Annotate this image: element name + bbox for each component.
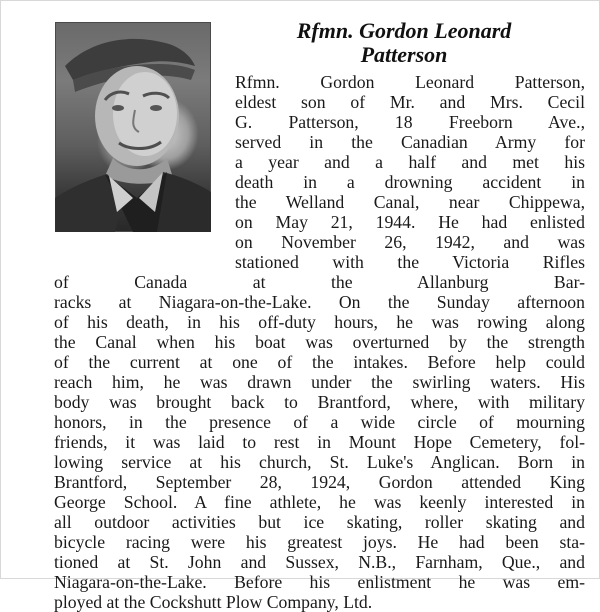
text-line: a year and a half and met his (235, 152, 585, 172)
text-line: stationed with the Victoria Rifles (235, 252, 585, 272)
text-line: on May 21, 1944. He had enlisted (235, 212, 585, 232)
text-line: bicycle racing were his greatest joys. He had been sta- (54, 532, 585, 552)
portrait-illustration (55, 22, 211, 232)
text-line: Rfmn. Gordon Leonard Patterson, (235, 72, 585, 92)
text-line: of Canada at the Allanburg Bar- (54, 272, 585, 292)
text-line: death in a drowning accident in (235, 172, 585, 192)
text-line: served in the Canadian Army for (235, 132, 585, 152)
text-line: of the current at one of the intakes. Before help could (54, 352, 585, 372)
text-line: honors, in the presence of a wide circle of mourning (54, 412, 585, 432)
obituary-text-upper (235, 72, 585, 272)
text-line: of his death, in his off-duty hours, he was rowing along (54, 312, 585, 332)
obituary-title (229, 19, 579, 67)
text-line: the Canal when his boat was overturned by the strength (54, 332, 585, 352)
text-line: all outdoor activities but ice skating, roller skating and (54, 512, 585, 532)
portrait-photo (55, 22, 211, 232)
text-line: G. Patterson, 18 Freeborn Ave., (235, 112, 585, 132)
text-line: on November 26, 1942, and was (235, 232, 585, 252)
text-line: Brantford, September 28, 1924, Gordon attended King (54, 472, 585, 492)
text-line: Niagara-on-the-Lake. Before his enlistment he was em- (54, 572, 585, 592)
text-line: lowing service at his church, St. Luke's Anglican. Born in (54, 452, 585, 472)
text-line: friends, it was laid to rest in Mount Hope Cemetery, fol- (54, 432, 585, 452)
title-line-1: Rfmn. Gordon Leonard (296, 18, 512, 43)
text-line: ployed at the Cockshutt Plow Company, Ltd. (54, 592, 373, 612)
text-line: the Welland Canal, near Chippewa, (235, 192, 585, 212)
text-line: eldest son of Mr. and Mrs. Cecil (235, 92, 585, 112)
title-line-2: Patterson (360, 42, 448, 67)
text-line: racks at Niagara-on-the-Lake. On the Sunday afternoon (54, 292, 585, 312)
text-line: George School. A fine athlete, he was keenly interested in (54, 492, 585, 512)
text-line: reach him, he was drawn under the swirling waters. His (54, 372, 585, 392)
text-line: body was brought back to Brantford, where, with military (54, 392, 585, 412)
text-line: tioned at St. John and Sussex, N.B., Farnham, Que., and (54, 552, 585, 572)
obituary-text-lower (54, 272, 585, 612)
